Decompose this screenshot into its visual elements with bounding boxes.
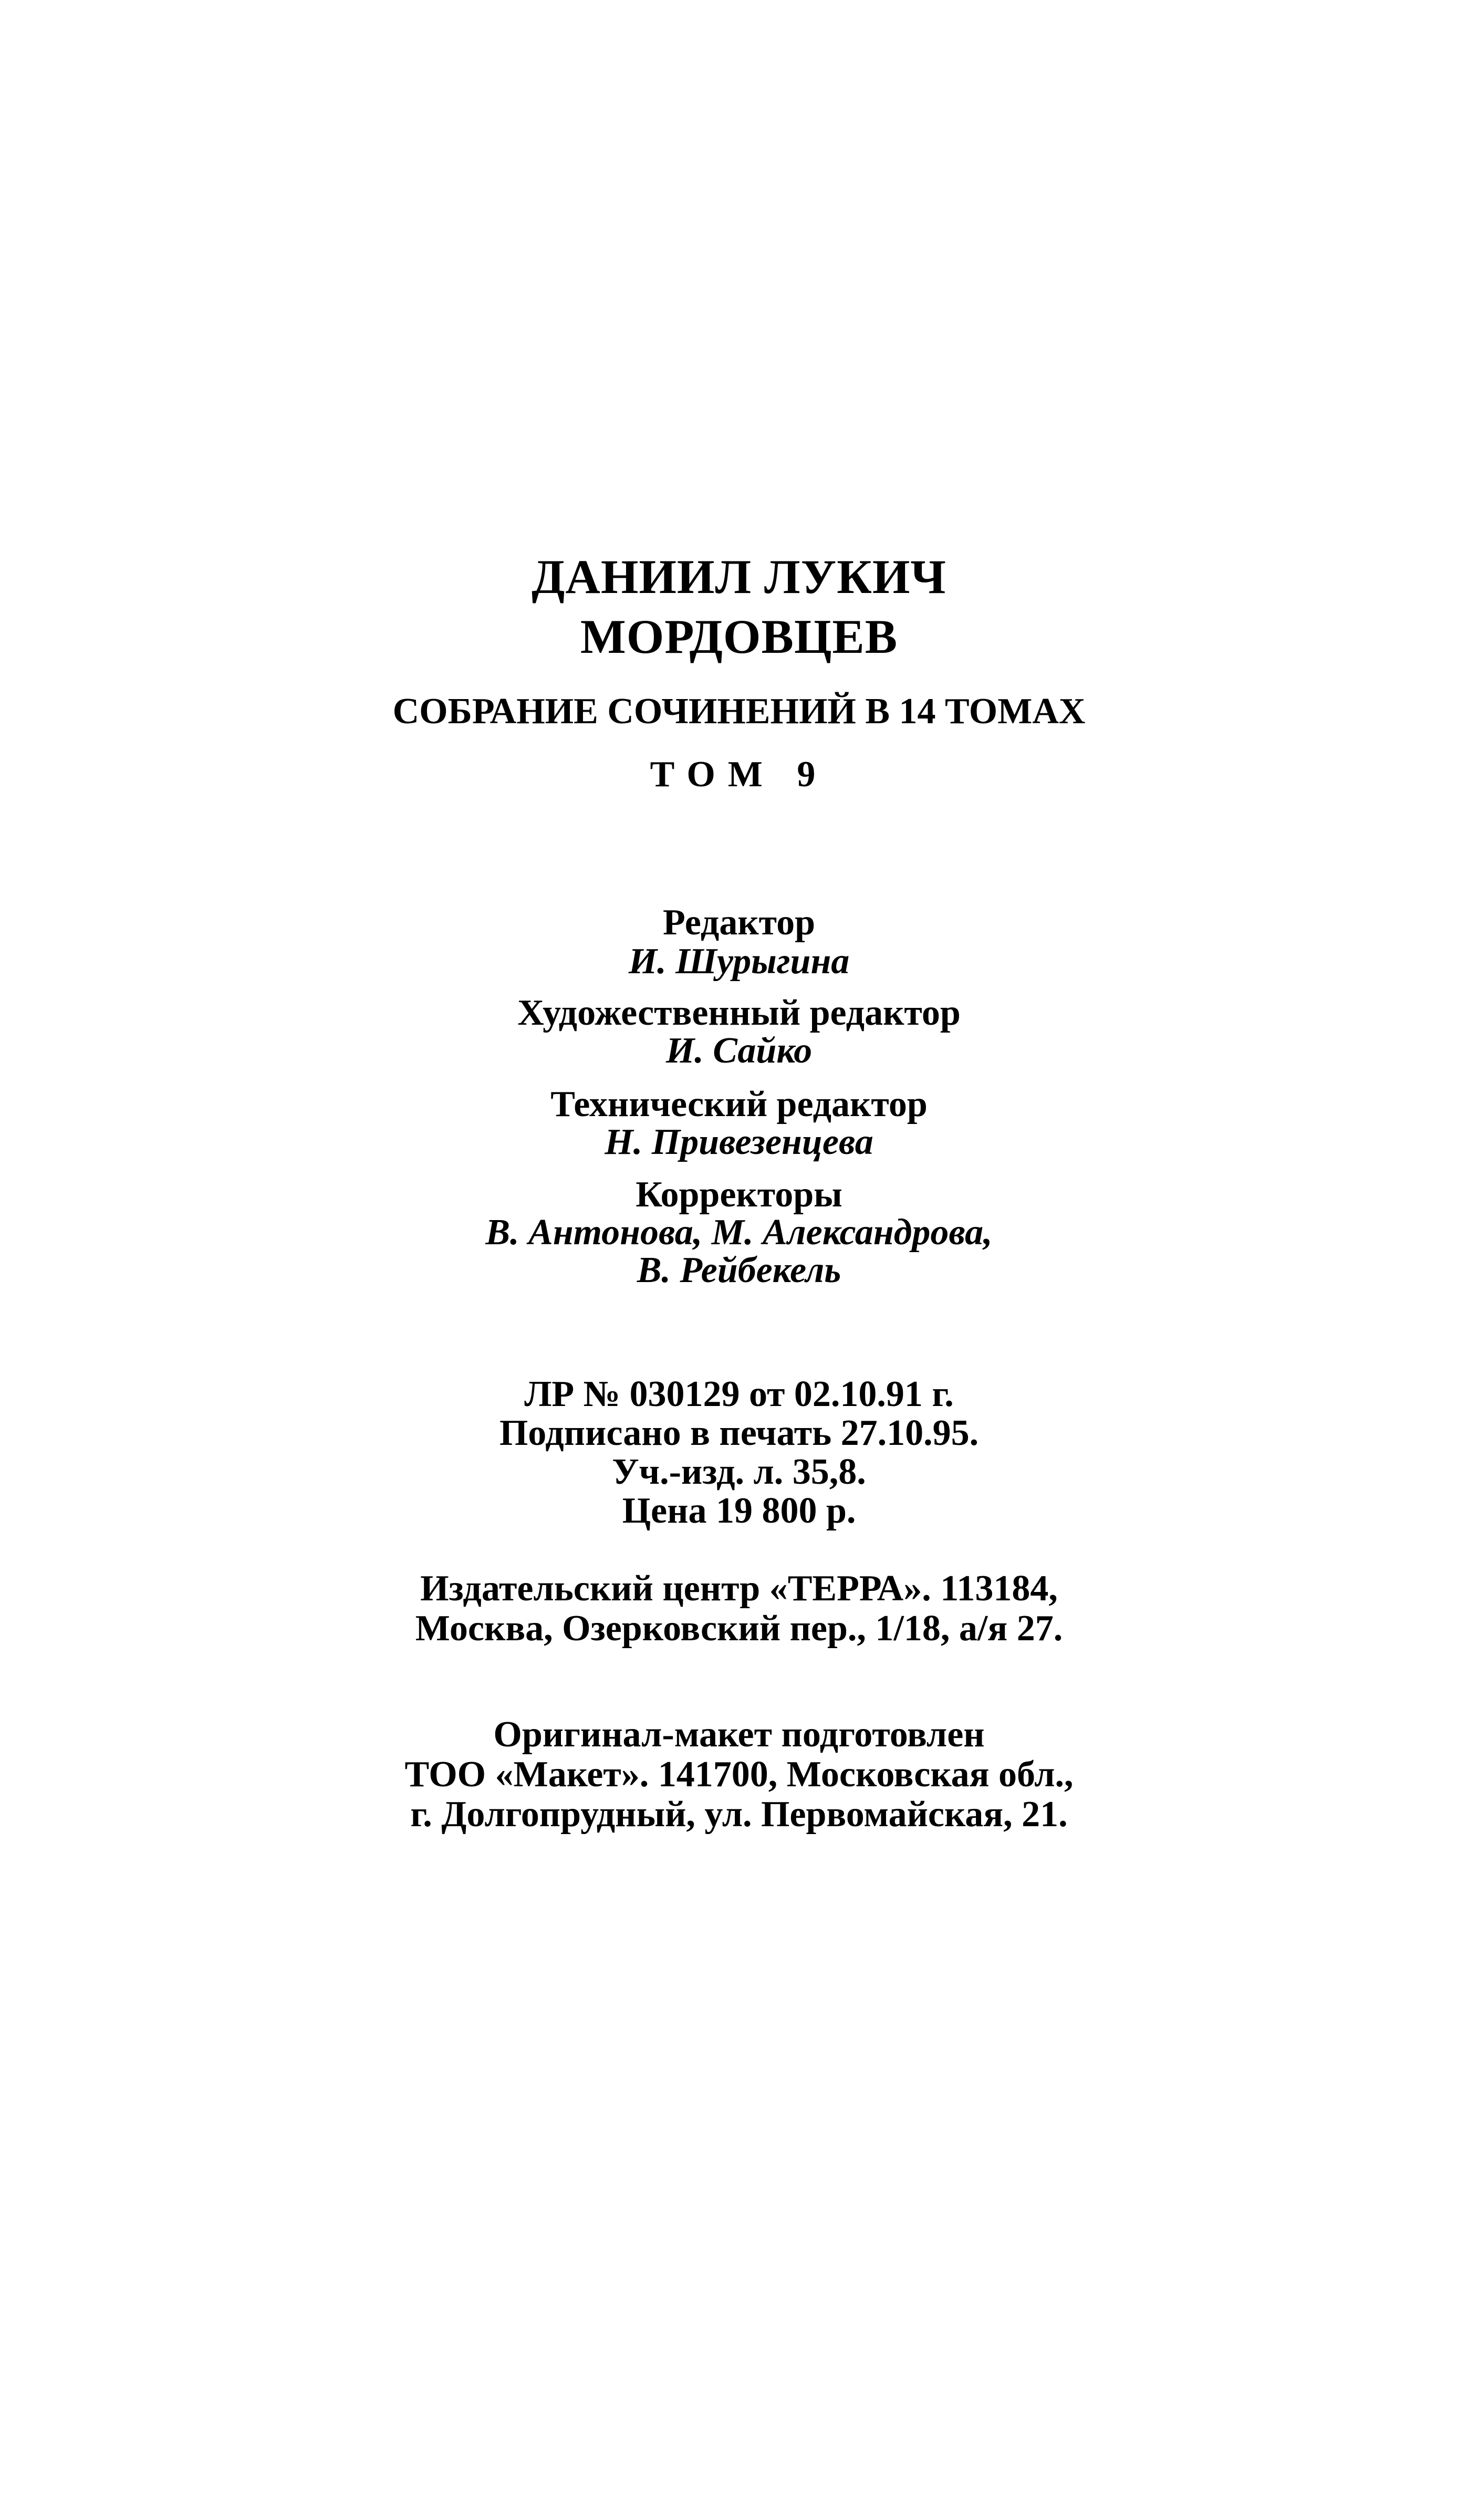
proofreaders-names: В. Антонова, М. Александрова, <box>485 1212 993 1253</box>
layout-prepared-line-3: г. Долгопрудный, ул. Первомайская, 21. <box>410 1794 1068 1835</box>
author-first-names: ДАНИИЛ ЛУКИЧ <box>532 550 946 603</box>
publisher-sheets: Уч.-изд. л. 35,8. <box>612 1452 866 1492</box>
proofreaders-names-continued: В. Рейбекель <box>637 1250 841 1290</box>
price: Цена 19 800 р. <box>622 1491 856 1531</box>
editor-name: И. Шурыгина <box>628 941 850 982</box>
signed-to-print: Подписано в печать 27.10.95. <box>499 1413 979 1453</box>
license-number: ЛР № 030129 от 02.10.91 г. <box>524 1374 954 1414</box>
tech-editor-role: Технический редактор <box>550 1084 928 1124</box>
proofreaders-role: Корректоры <box>636 1174 842 1215</box>
publisher-line-1: Издательский центр «ТЕРРА». 113184, <box>420 1568 1058 1609</box>
layout-prepared-line-1: Оригинал-макет подготовлен <box>493 1714 985 1755</box>
art-editor-role: Художественный редактор <box>517 993 961 1033</box>
series-title: СОБРАНИЕ СОЧИНЕНИЙ В 14 ТОМАХ <box>392 691 1086 732</box>
layout-prepared-line-2: ТОО «Макет». 141700, Московская обл., <box>404 1754 1074 1795</box>
volume-number: ТОМ 9 <box>650 754 828 795</box>
editor-role: Редактор <box>662 902 816 943</box>
publisher-line-2: Москва, Озерковский пер., 1/18, а/я 27. <box>415 1608 1063 1649</box>
art-editor-name: И. Сайко <box>665 1030 813 1071</box>
author-surname: МОРДОВЦЕВ <box>580 610 898 663</box>
tech-editor-name: Н. Привезенцева <box>605 1122 873 1162</box>
